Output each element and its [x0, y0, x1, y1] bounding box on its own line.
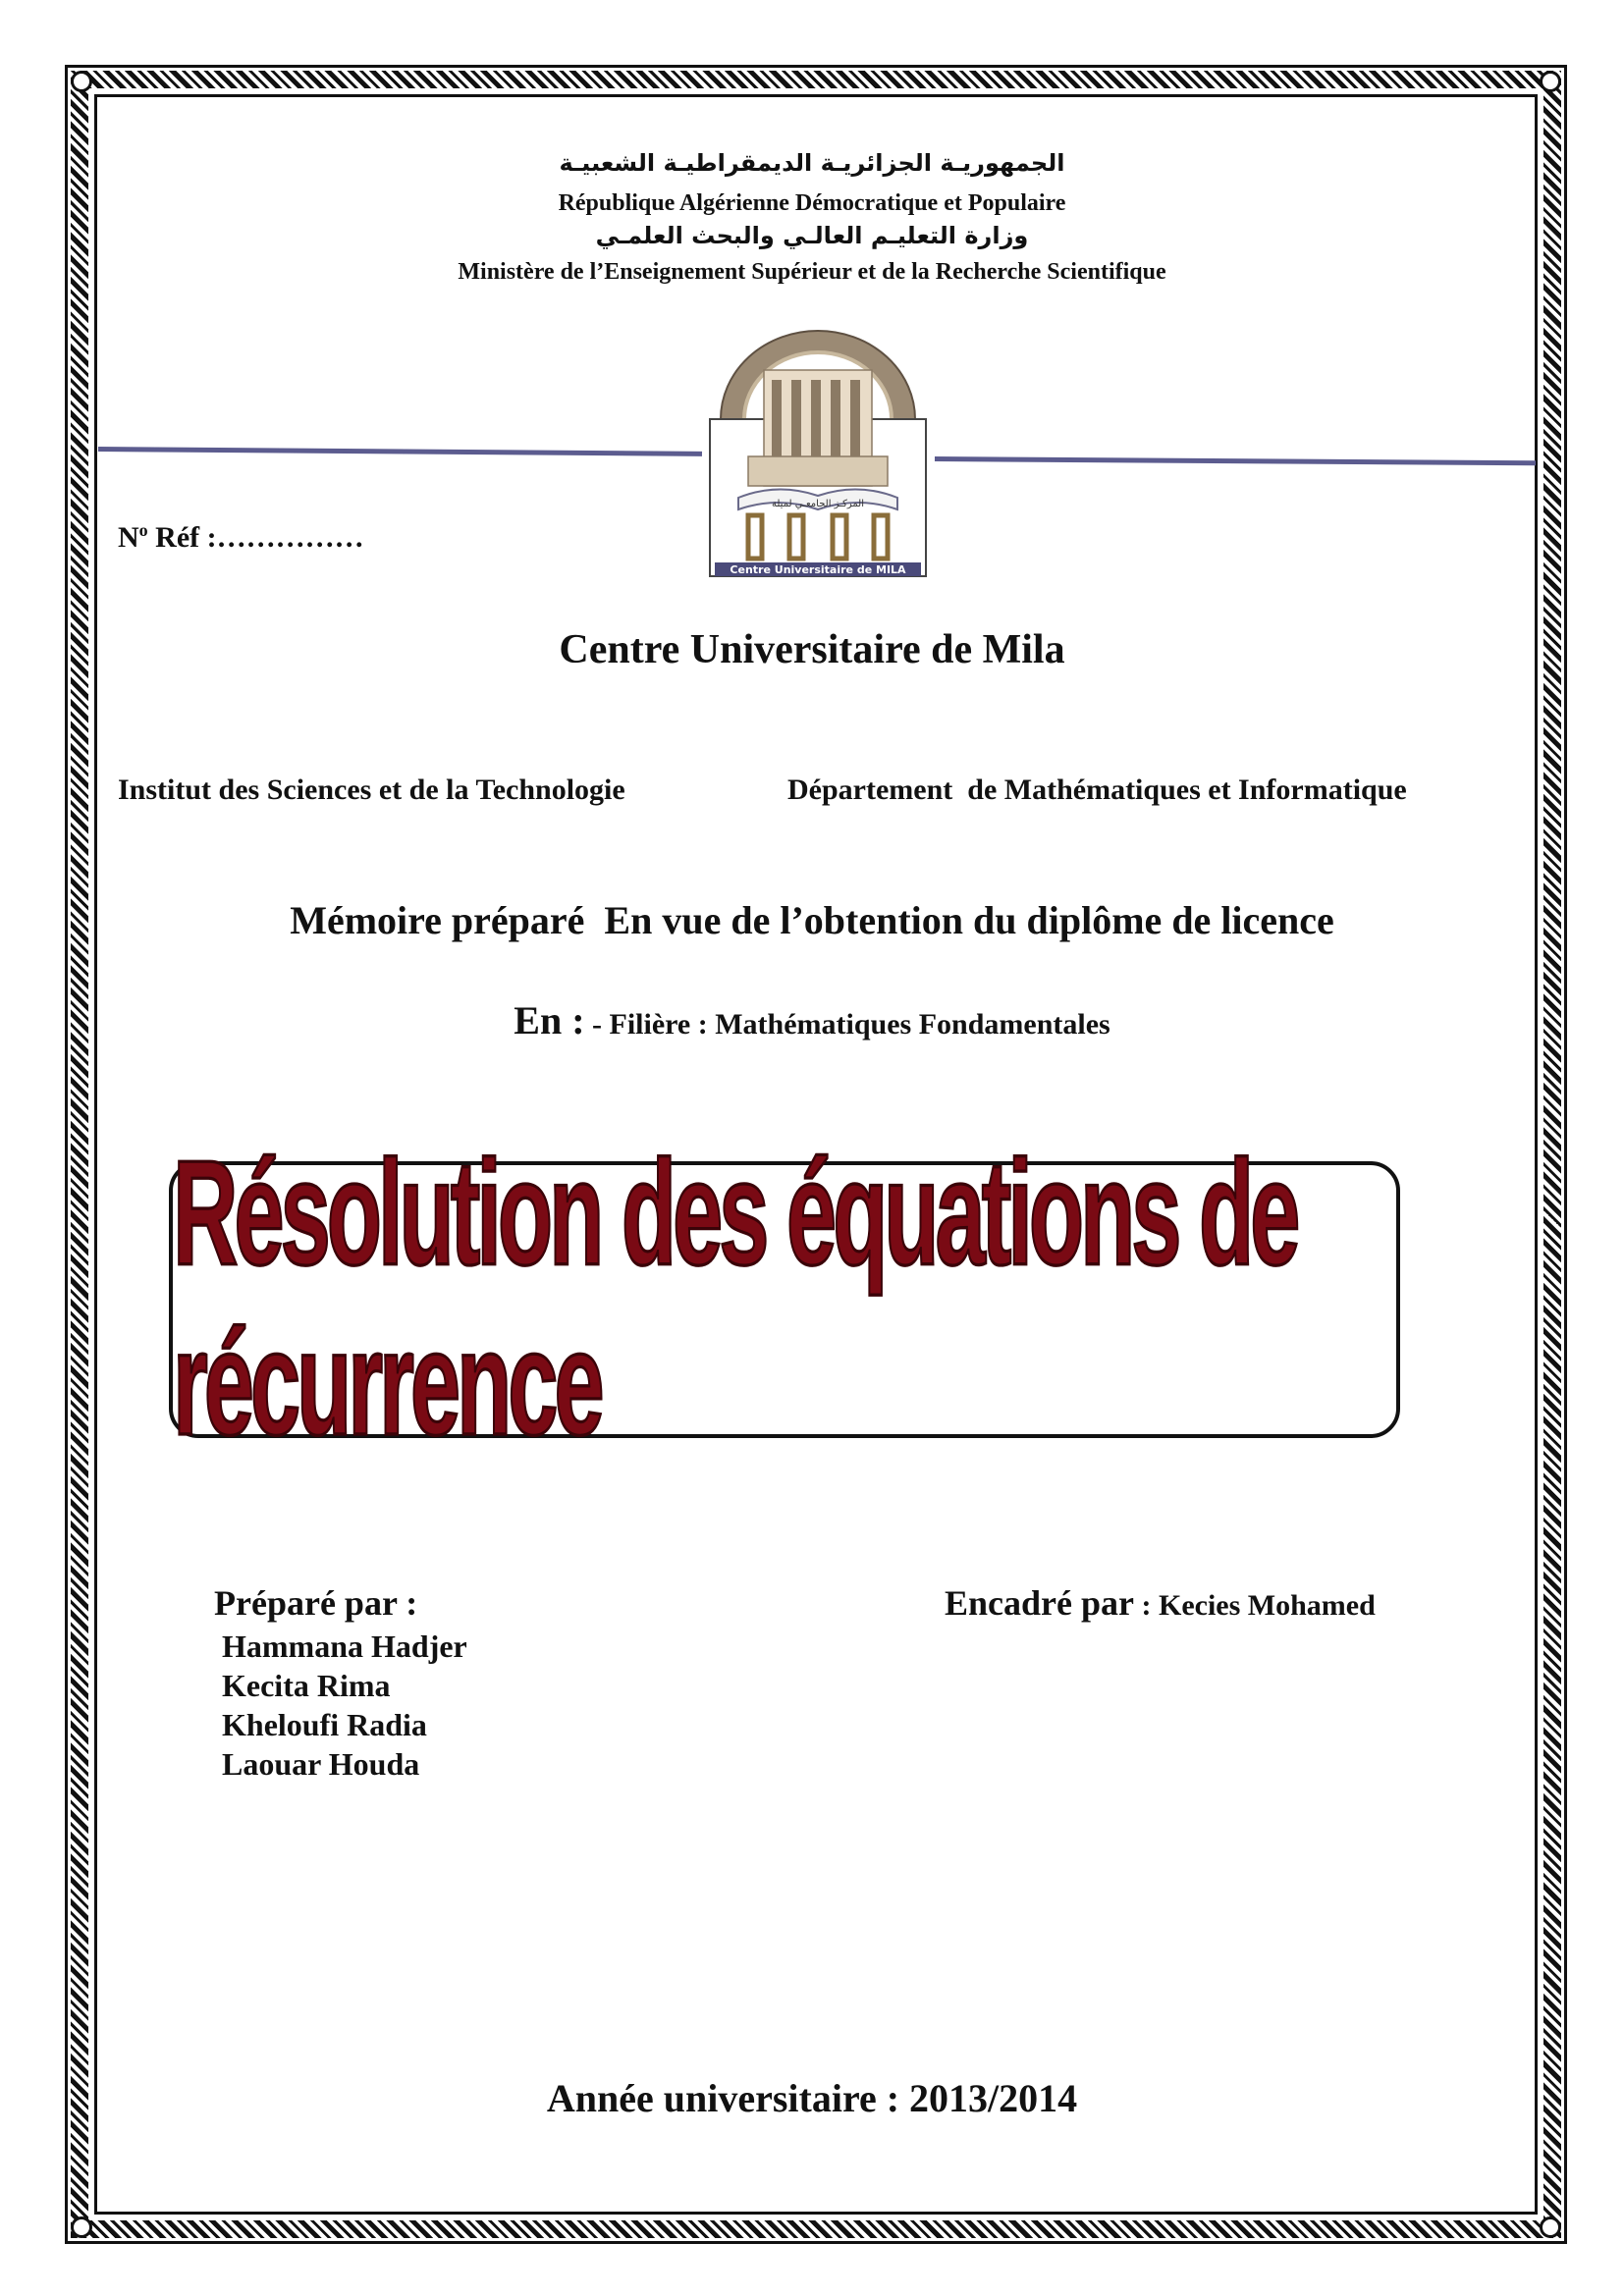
supervisor-name: : Kecies Mohamed — [1134, 1589, 1376, 1622]
border-corner-bottom-left — [71, 2216, 92, 2238]
filiere-line — [0, 997, 1624, 1043]
prepared-by-label: Préparé par : — [214, 1583, 418, 1623]
filiere-text: - Filière : Mathématiques Fondamentales — [584, 1008, 1110, 1041]
department-name: Département de Mathématiques et Informatique — [787, 774, 1407, 806]
reference-label: Réf :…………… — [147, 521, 364, 554]
author-name: Laouar Houda — [222, 1746, 420, 1782]
logo-arabic-caption: المركـز الجامعـي لميلة — [772, 499, 864, 509]
border-corner-top-right — [1540, 71, 1561, 92]
title-box — [169, 1131, 1400, 1467]
memoire-subtitle: Mémoire préparé En vue de l’obtention du diplôme de licence — [290, 898, 1334, 942]
institute-name: Institut des Sciences et de la Technologie — [118, 774, 625, 806]
ministry-arabic: وزارة التعليـم العالـي والبحث العلمـي — [595, 222, 1029, 249]
author-name: Hammana Hadjer — [222, 1629, 467, 1664]
academic-year: Année universitaire : 2013/2014 — [546, 2076, 1078, 2120]
author-name: Kecita Rima — [222, 1668, 391, 1703]
republic-arabic: الجمهوريـة الجزائريـة الديمقراطيـة الشعبيـة — [559, 149, 1065, 177]
filiere-en-label: En : — [514, 998, 585, 1042]
republic-french: République Algérienne Démocratique et Populaire — [558, 190, 1066, 216]
university-name: Centre Universitaire de Mila — [559, 627, 1065, 672]
authors-list — [222, 1627, 467, 1784]
university-logo — [709, 319, 927, 579]
reference-number — [118, 520, 364, 555]
document-title: Résolution des équations de récurrence — [173, 1131, 1297, 1467]
ministry-french: Ministère de l’Enseignement Supérieur et de la Recherche Scientifique — [458, 259, 1166, 285]
supervisor-line — [945, 1582, 1376, 1624]
reference-superscript: o — [138, 520, 148, 540]
logo-caption: Centre Universitaire de MILA — [730, 563, 906, 576]
supervised-by-label: Encadré par — [945, 1583, 1134, 1623]
border-corner-bottom-right — [1540, 2216, 1561, 2238]
author-name: Kheloufi Radia — [222, 1707, 427, 1742]
reference-prefix: N — [118, 521, 139, 554]
border-corner-top-left — [71, 71, 92, 92]
